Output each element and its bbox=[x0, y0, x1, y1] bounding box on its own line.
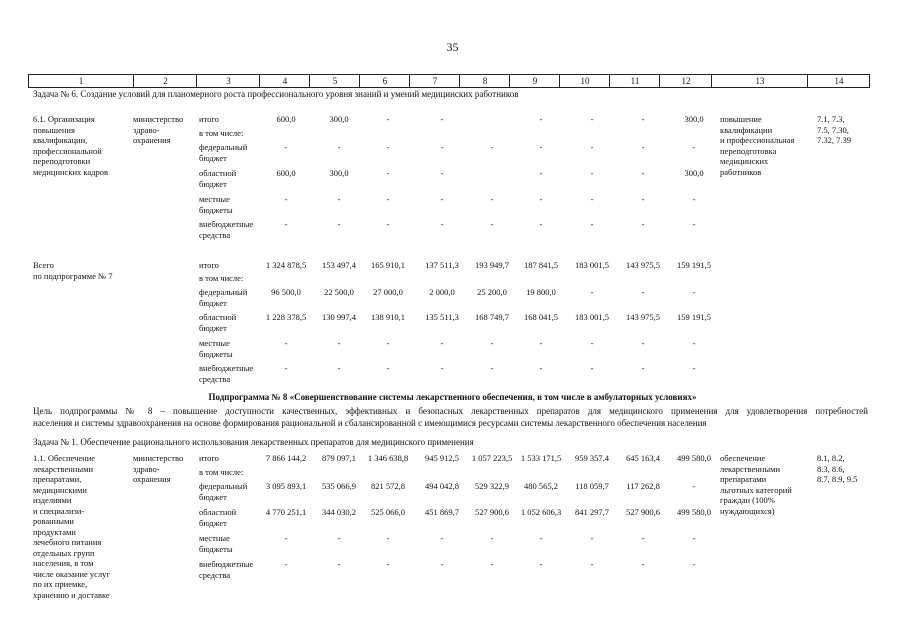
expected-result: обеспечение лекарственными препаратами льготных категорий граждан (100% нуждающихся) bbox=[720, 453, 792, 516]
value-cell: - bbox=[641, 533, 645, 543]
value-cell: - bbox=[490, 194, 494, 204]
value-cell: - bbox=[539, 168, 543, 178]
value-cell: 96 500,0 bbox=[271, 287, 301, 297]
value-cell: - bbox=[440, 533, 444, 543]
value-cell: 135 511,3 bbox=[425, 312, 459, 322]
value-cell: - bbox=[590, 194, 594, 204]
col-header: 5 bbox=[309, 75, 360, 87]
value-cell: - bbox=[641, 168, 645, 178]
value-cell: - bbox=[539, 142, 543, 152]
value-cell: - bbox=[590, 559, 594, 569]
value-cell: 168 749,7 bbox=[475, 312, 509, 322]
value-cell: 183 001,5 bbox=[575, 260, 609, 270]
executor: министерство здраво- охранения bbox=[133, 114, 184, 145]
value-cell: - bbox=[386, 114, 390, 124]
col-header: 2 bbox=[133, 75, 197, 87]
col-header: 10 bbox=[559, 75, 610, 87]
value-cell: - bbox=[641, 114, 645, 124]
value-cell: - bbox=[337, 219, 341, 229]
value-cell: 1 346 638,8 bbox=[367, 453, 409, 463]
source-incl: в том числе: bbox=[199, 467, 244, 477]
value-cell: 25 200,0 bbox=[477, 287, 507, 297]
value-cell: 527 900,6 bbox=[626, 507, 660, 517]
col-header: 7 bbox=[409, 75, 460, 87]
value-cell: - bbox=[641, 363, 645, 373]
value-cell: - bbox=[386, 219, 390, 229]
value-cell: 300,0 bbox=[329, 168, 349, 178]
source-local: местные бюджеты bbox=[199, 533, 233, 554]
value-cell: - bbox=[692, 142, 696, 152]
value-cell: - bbox=[440, 219, 444, 229]
value-cell: 821 572,8 bbox=[371, 481, 405, 491]
value-cell: - bbox=[490, 338, 494, 348]
value-cell: 2 000,0 bbox=[429, 287, 455, 297]
value-cell: - bbox=[590, 168, 594, 178]
value-cell: - bbox=[641, 338, 645, 348]
source-incl: в том числе: bbox=[199, 128, 244, 138]
source-offbudget: внебюджетные средства bbox=[199, 363, 254, 384]
value-cell: - bbox=[692, 287, 696, 297]
value-cell: - bbox=[641, 219, 645, 229]
col-header: 6 bbox=[359, 75, 410, 87]
value-cell: - bbox=[284, 363, 288, 373]
value-cell: - bbox=[590, 533, 594, 543]
value-cell: - bbox=[641, 287, 645, 297]
value-cell: - bbox=[386, 363, 390, 373]
source-federal: федеральный бюджет bbox=[199, 287, 248, 308]
value-cell: 4 770 251,1 bbox=[265, 507, 307, 517]
value-cell: - bbox=[337, 533, 341, 543]
value-cell: - bbox=[440, 559, 444, 569]
value-cell: - bbox=[440, 168, 444, 178]
value-cell: - bbox=[440, 338, 444, 348]
value-cell: - bbox=[490, 559, 494, 569]
expected-result: повышение квалификации и профессиональная переподготовка медицинских работников bbox=[720, 114, 795, 177]
source-regional: областной бюджет bbox=[199, 312, 237, 333]
source-regional: областной бюджет bbox=[199, 168, 237, 189]
value-cell: 143 975,5 bbox=[626, 260, 660, 270]
value-cell: 451 869,7 bbox=[425, 507, 459, 517]
value-cell: - bbox=[641, 559, 645, 569]
value-cell: - bbox=[692, 533, 696, 543]
value-cell: - bbox=[440, 194, 444, 204]
total-label: Всего по подпрограмме № 7 bbox=[33, 260, 113, 281]
value-cell: - bbox=[692, 338, 696, 348]
source-total: итого bbox=[199, 260, 219, 270]
value-cell: - bbox=[337, 559, 341, 569]
col-header: 4 bbox=[259, 75, 310, 87]
value-cell: - bbox=[692, 219, 696, 229]
value-cell: 183 001,5 bbox=[575, 312, 609, 322]
value-cell: 300,0 bbox=[329, 114, 349, 124]
value-cell: - bbox=[386, 194, 390, 204]
value-cell: 117 262,8 bbox=[626, 481, 660, 491]
value-cell: - bbox=[386, 142, 390, 152]
value-cell: - bbox=[490, 142, 494, 152]
value-cell: - bbox=[590, 287, 594, 297]
value-cell: - bbox=[284, 142, 288, 152]
value-cell: 1 324 878,5 bbox=[265, 260, 307, 270]
value-cell: 841 297,7 bbox=[575, 507, 609, 517]
col-header: 1 bbox=[78, 76, 84, 86]
value-cell: 187 841,5 bbox=[524, 260, 558, 270]
subprogram-goal-line2: населения и системы здравоохранения на основе формирования рациональной и сбалансированной с имеющимися ресурсами системы лекарственного обеспечения населения bbox=[33, 418, 707, 428]
source-federal: федеральный бюджет bbox=[199, 142, 248, 163]
value-cell: 527 900,6 bbox=[475, 507, 509, 517]
col-header: 3 bbox=[196, 75, 260, 87]
measure-name: 1.1. Обеспечение лекарственными препаратами, медицинскими изделиями и специализи- рованными продуктами лечебного питания отдельных групп населения, в том числе оказание услуг по их приемке, хранению и доставке bbox=[33, 453, 110, 600]
value-cell: 168 041,5 bbox=[524, 312, 558, 322]
value-cell: 945 912,5 bbox=[425, 453, 459, 463]
source-regional: областной бюджет bbox=[199, 507, 237, 528]
value-cell: - bbox=[284, 559, 288, 569]
source-federal: федеральный бюджет bbox=[199, 481, 248, 502]
task-heading: Задача № 6. Создание условий для планомерного роста профессионального уровня знаний и умений медицинских работников bbox=[33, 89, 519, 99]
value-cell: 499 580,0 bbox=[677, 507, 711, 517]
col-header: 13 bbox=[711, 75, 808, 87]
value-cell: 959 357,4 bbox=[575, 453, 609, 463]
value-cell: 494 042,8 bbox=[425, 481, 459, 491]
value-cell: - bbox=[590, 142, 594, 152]
value-cell: - bbox=[641, 194, 645, 204]
source-local: местные бюджеты bbox=[199, 338, 233, 359]
measure-name: 6.1. Организация повышения квалификации, профессиональной переподготовки медицинских кадров bbox=[33, 114, 108, 177]
value-cell: - bbox=[284, 533, 288, 543]
value-cell: - bbox=[386, 559, 390, 569]
value-cell: - bbox=[692, 559, 696, 569]
value-cell: - bbox=[539, 114, 543, 124]
value-cell: 193 949,7 bbox=[475, 260, 509, 270]
value-cell: 535 066,9 bbox=[322, 481, 356, 491]
value-cell: - bbox=[490, 533, 494, 543]
value-cell: - bbox=[337, 142, 341, 152]
value-cell: - bbox=[386, 168, 390, 178]
value-cell: - bbox=[490, 219, 494, 229]
task-heading: Задача № 1. Обеспечение рационального использования лекарственных препаратов для медицинского применения bbox=[33, 437, 474, 447]
value-cell: 19 800,0 bbox=[526, 287, 556, 297]
value-cell: 153 497,4 bbox=[322, 260, 356, 270]
value-cell: 143 975,5 bbox=[626, 312, 660, 322]
value-cell: 1 057 223,5 bbox=[471, 453, 513, 463]
source-incl: в том числе: bbox=[199, 273, 244, 283]
value-cell: - bbox=[590, 219, 594, 229]
value-cell: 1 052 606,3 bbox=[520, 507, 562, 517]
value-cell: - bbox=[337, 338, 341, 348]
source-total: итого bbox=[199, 453, 219, 463]
value-cell: - bbox=[539, 194, 543, 204]
value-cell: 165 910,1 bbox=[371, 260, 405, 270]
value-cell: - bbox=[692, 194, 696, 204]
value-cell: 499 580,0 bbox=[677, 453, 711, 463]
value-cell: 7 866 144,2 bbox=[265, 453, 307, 463]
value-cell: 137 511,3 bbox=[425, 260, 459, 270]
value-cell: - bbox=[692, 363, 696, 373]
value-cell: 27 000,0 bbox=[373, 287, 403, 297]
indicators: 8.1, 8.2, 8.3, 8.6, 8.7, 8.9, 9.5 bbox=[817, 453, 858, 484]
value-cell: 600,0 bbox=[276, 114, 296, 124]
value-cell: - bbox=[539, 338, 543, 348]
value-cell: - bbox=[284, 194, 288, 204]
value-cell: - bbox=[590, 363, 594, 373]
value-cell: - bbox=[539, 219, 543, 229]
value-cell: 118 059,7 bbox=[575, 481, 609, 491]
col-header: 9 bbox=[509, 75, 560, 87]
value-cell: - bbox=[337, 363, 341, 373]
value-cell: 22 500,0 bbox=[324, 287, 354, 297]
value-cell: - bbox=[490, 363, 494, 373]
col-header: 14 bbox=[807, 75, 870, 87]
source-offbudget: внебюджетные средства bbox=[199, 219, 254, 240]
value-cell: 300,0 bbox=[684, 168, 704, 178]
col-header: 8 bbox=[459, 75, 510, 87]
value-cell: 600,0 bbox=[276, 168, 296, 178]
value-cell: - bbox=[440, 142, 444, 152]
subprogram-title: Подпрограмма № 8 «Совершенствование системы лекарственного обеспечения, в том числе в амбулаторных условиях» bbox=[208, 392, 697, 402]
value-cell: - bbox=[539, 559, 543, 569]
value-cell: 300,0 bbox=[684, 114, 704, 124]
value-cell: - bbox=[539, 533, 543, 543]
value-cell: 1 533 171,5 bbox=[520, 453, 562, 463]
value-cell: 525 066,0 bbox=[371, 507, 405, 517]
page-number: 35 bbox=[446, 40, 459, 54]
value-cell: 1 228 378,5 bbox=[265, 312, 307, 322]
value-cell: - bbox=[590, 114, 594, 124]
value-cell: 645 163,4 bbox=[626, 453, 660, 463]
value-cell: - bbox=[539, 363, 543, 373]
indicators: 7.1, 7.3, 7.5, 7.30, 7.32, 7.39 bbox=[817, 114, 851, 145]
value-cell: - bbox=[386, 338, 390, 348]
value-cell: - bbox=[386, 533, 390, 543]
value-cell: 344 030,2 bbox=[322, 507, 356, 517]
source-offbudget: внебюджетные средства bbox=[199, 559, 254, 580]
value-cell: - bbox=[440, 363, 444, 373]
executor: министерство здраво- охранения bbox=[133, 453, 184, 484]
value-cell: 138 910,1 bbox=[371, 312, 405, 322]
subprogram-goal-line1: Цель подпрограммы № 8 – повышение доступности качественных, эффективных и безопасных лекарственных препаратов для медицинского применения для удовлетворения потребностей bbox=[33, 406, 868, 416]
column-header-row bbox=[28, 74, 870, 88]
value-cell: 879 097,1 bbox=[322, 453, 356, 463]
value-cell: 159 191,5 bbox=[677, 312, 711, 322]
value-cell: 159 191,5 bbox=[677, 260, 711, 270]
value-cell: - bbox=[440, 114, 444, 124]
value-cell: 130 997,4 bbox=[322, 312, 356, 322]
value-cell: - bbox=[337, 194, 341, 204]
col-header: 11 bbox=[609, 75, 660, 87]
value-cell: - bbox=[641, 142, 645, 152]
col-header: 12 bbox=[659, 75, 712, 87]
value-cell: 3 095 893,1 bbox=[265, 481, 307, 491]
source-local: местные бюджеты bbox=[199, 194, 233, 215]
value-cell: - bbox=[284, 338, 288, 348]
value-cell: - bbox=[284, 219, 288, 229]
source-total: итого bbox=[199, 114, 219, 124]
value-cell: - bbox=[692, 481, 696, 491]
value-cell: 480 565,2 bbox=[524, 481, 558, 491]
value-cell: - bbox=[590, 338, 594, 348]
value-cell: 529 322,9 bbox=[475, 481, 509, 491]
